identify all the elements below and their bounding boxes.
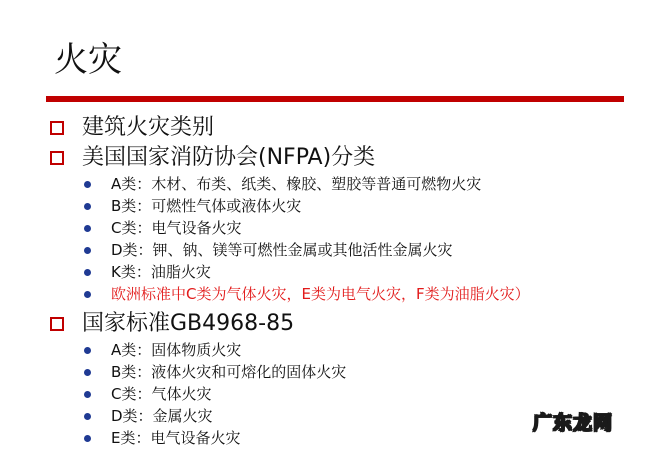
section-label: 建筑火灾类别 <box>82 115 215 140</box>
list-item-text: A类：木材、布类、纸类、橡胶、塑胶等普通可燃物火灾 <box>111 175 482 193</box>
round-bullet-icon <box>84 225 91 232</box>
section-label: 国家标准GB4968-85 <box>82 311 295 336</box>
hollow-square-icon <box>50 317 64 331</box>
list-item <box>84 384 211 405</box>
list-item <box>84 174 481 195</box>
section-label: 美国国家消防协会(NFPA)分类 <box>82 145 376 170</box>
list-item <box>84 240 453 261</box>
round-bullet-icon <box>84 369 91 376</box>
slide-title: 火灾 <box>54 40 122 80</box>
list-item-text: C类：电气设备火灾 <box>111 219 242 237</box>
round-bullet-icon <box>84 413 91 420</box>
hollow-square-icon <box>50 151 64 165</box>
list-item <box>84 362 346 383</box>
watermark-text: 广东龙网 <box>533 412 614 434</box>
watermark <box>533 405 657 441</box>
list-item <box>84 196 301 217</box>
round-bullet-icon <box>84 203 91 210</box>
round-bullet-icon <box>84 269 91 276</box>
list-item <box>84 218 241 239</box>
round-bullet-icon <box>84 291 91 298</box>
list-item-text: 欧洲标准中C类为气体火灾，E类为电气火灾，F类为油脂火灾） <box>111 285 530 303</box>
list-item-text: E类：电气设备火灾 <box>111 429 241 447</box>
hollow-square-icon <box>50 121 64 135</box>
section-gb4968 <box>50 310 294 338</box>
round-bullet-icon <box>84 247 91 254</box>
round-bullet-icon <box>84 181 91 188</box>
list-item <box>84 262 211 283</box>
list-item-text: D类：钾、钠、镁等可燃性金属或其他活性金属火灾 <box>111 241 453 259</box>
round-bullet-icon <box>84 347 91 354</box>
round-bullet-icon <box>84 435 91 442</box>
list-item-text: K类：油脂火灾 <box>111 263 211 281</box>
section-building-fire <box>50 114 214 142</box>
list-item-text: B类：可燃性气体或液体火灾 <box>111 197 302 215</box>
list-item-note <box>84 284 530 305</box>
list-item-text: C类：气体火灾 <box>111 385 212 403</box>
section-nfpa <box>50 144 375 172</box>
round-bullet-icon <box>84 391 91 398</box>
list-item <box>84 406 213 427</box>
list-item-text: D类：金属火灾 <box>111 407 213 425</box>
list-item <box>84 428 240 449</box>
list-item-text: B类：液体火灾和可熔化的固体火灾 <box>111 363 347 381</box>
list-item-text: A类：固体物质火灾 <box>111 341 242 359</box>
title-divider <box>46 96 624 102</box>
list-item <box>84 340 241 361</box>
